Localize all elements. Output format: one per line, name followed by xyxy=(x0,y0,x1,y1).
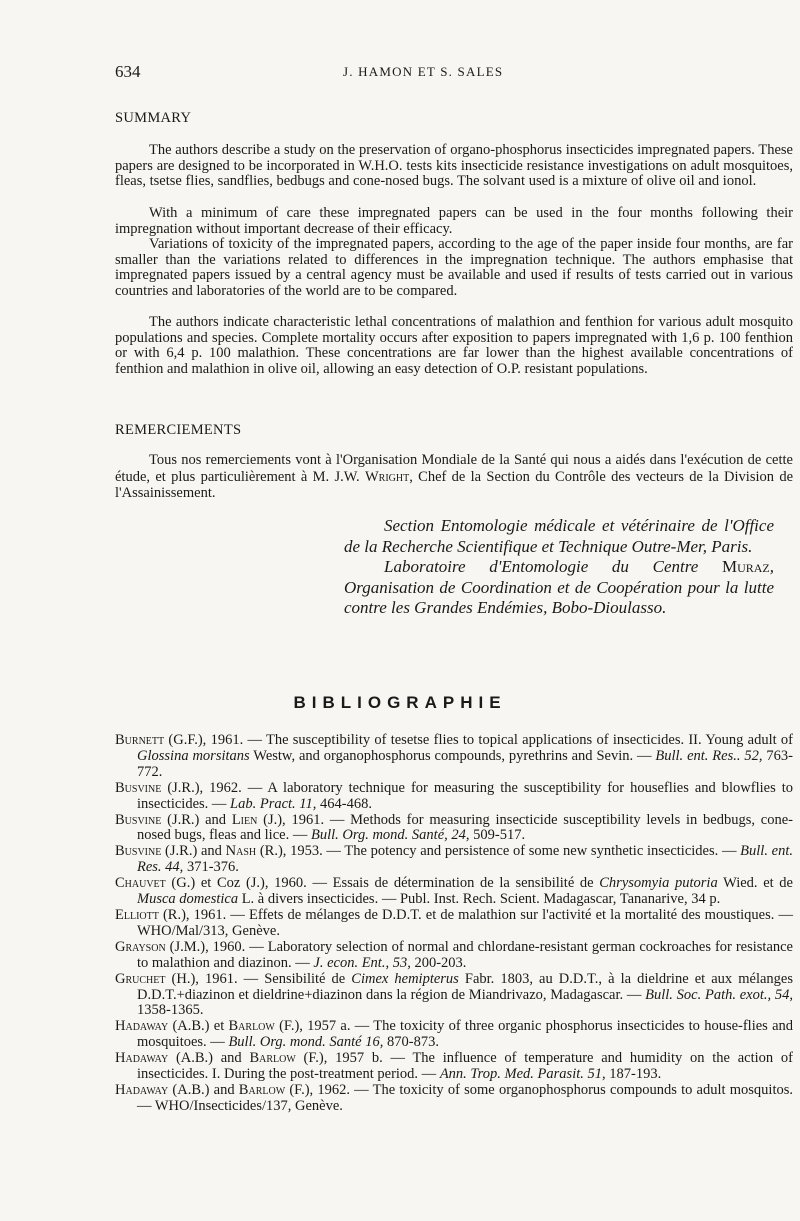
summary-paragraph-1: The authors describe a study on the preservation of organo-phosphorus insecticides impregnated papers. These papers are designed to be incorporated in W.H.O. tests kits insecticide resistance investigations on adult mosquitoes, fleas, tsetse flies, sandflies, bedbugs and cone-nosed bugs. The solvant used is a mixture of olive oil and ionol. xyxy=(115,142,793,190)
page-header xyxy=(115,62,795,86)
summary-heading: SUMMARY xyxy=(115,110,192,126)
reference-item: Grayson (J.M.), 1960. — Laboratory selection of normal and chlordane-resistant german cockroaches for resistance to malathion and diazinon. — J. econ. Ent., 53, 200-203. xyxy=(115,938,793,971)
remerciements-heading: REMERCIEMENTS xyxy=(115,422,242,438)
affiliation-second-before: Laboratoire d'Entomologie du Centre xyxy=(384,557,699,576)
reference-item: Gruchet (H.), 1961. — Sensibilité de Cimex hemipterus Fabr. 1803, au D.D.T., à la dieldrine et aux mélanges D.D.T.+diazinon et dieldrine+diazinon dans la région de Miandrivazo, Madagascar. — Bull. Soc. Path. exot., 54, 1358-1365. xyxy=(115,970,793,1019)
summary-paragraph-2: With a minimum of care these impregnated papers can be used in the four months following their impregnation without important decrease of their efficacy. xyxy=(115,205,793,237)
reference-item: Burnett (G.F.), 1961. — The susceptibility of tesetse flies to topical applications of insecticides. II. Young adult of Glossina morsitans Westw, and organophosphorus compounds, pyrethrins and Sevin. — Bull. ent. Res.. 52, 763-772. xyxy=(115,732,793,780)
bibliographie-heading: BIBLIOGRAPHIE xyxy=(293,693,507,712)
reference-list xyxy=(115,733,793,1115)
affiliation-second-after: , Organisation de Coordination et de Coopération pour la lutte contre les Grandes Endémies, Bobo-Dioulasso. xyxy=(344,557,774,617)
reference-item: Busvine (J.R.) and Lien (J.), 1961. — Methods for measuring insecticide susceptibility levels in bedbugs, cone-nosed bugs, fleas and lice. — Bull. Org. mond. Santé, 24, 509-517. xyxy=(115,811,793,844)
affiliation-first: Section Entomologie médicale et vétérinaire de l'Office de la Recherche Scientifique et Technique Outre-Mer, Paris. xyxy=(344,516,774,556)
affiliation-second-name: Muraz xyxy=(721,557,770,576)
affiliation-second xyxy=(344,557,774,619)
remerciements-text-after: , Chef de la Section du Contrôle des vecteurs de la Division de l'Assainissement. xyxy=(115,468,794,501)
reference-item: Hadaway (A.B.) et Barlow (F.), 1957 a. — The toxicity of three organic phosphorus insecticides to house-flies and mosquitoes. — Bull. Org. mond. Santé 16, 870-873. xyxy=(115,1018,794,1051)
reference-item: Chauvet (G.) et Coz (J.), 1960. — Essais de détermination de la sensibilité de Chrysomyia putoria Wied. et de Musca domestica L. à divers insecticides. — Publ. Inst. Rech. Scient. Madagascar, Tananarive, 34 p. xyxy=(115,875,793,908)
reference-item: Hadaway (A.B.) and Barlow (F.), 1962. — The toxicity of some organophosphorus compounds to adult mosquitos. — WHO/Insecticides/137, Genève. xyxy=(115,1081,793,1114)
running-head: J. HAMON ET S. SALES xyxy=(343,64,504,79)
affiliation-block xyxy=(344,516,774,619)
reference-item: Busvine (J.R.) and Nash (R.), 1953. — The potency and persistence of some new synthetic insecticides. — Bull. ent. Res. 44, 371-376. xyxy=(115,843,793,876)
remerciements-name: Wright xyxy=(365,468,410,485)
summary-paragraph-3: Variations of toxicity of the impregnated papers, according to the age of the paper inside four months, are far smaller than the variations related to differences in the impregnation technique. The authors emphasise that impregnated papers issued by a central agency must be available and used if results of tests carried out in various countries and laboratories of the world are to be compared. xyxy=(115,236,793,299)
remerciements-paragraph xyxy=(115,452,793,502)
summary-paragraph-4: The authors indicate characteristic lethal concentrations of malathion and fenthion for various adult mosquito populations and species. Complete mortality occurs after exposition to papers impregnated with 1,6 p. 100 fenthion or with 6,4 p. 100 malathion. These concentrations are far lower than the highest available concentrations of fenthion and malathion in olive oil, allowing an easy detection of O.P. resistant populations. xyxy=(115,314,793,377)
reference-item: Elliott (R.), 1961. — Effets de mélanges de D.D.T. et de malathion sur l'activité et la mortalité des moustiques. — WHO/Mal/313, Genève. xyxy=(115,906,793,939)
reference-item: Busvine (J.R.), 1962. — A laboratory technique for measuring the susceptibility for houseflies and blowflies to insecticides. — Lab. Pract. 11, 464-468. xyxy=(115,779,793,812)
page-number: 634 xyxy=(115,62,141,81)
reference-item: Hadaway (A.B.) and Barlow (F.), 1957 b. — The influence of temperature and humidity on the action of insecticides. I. During the post-treatment period. — Ann. Trop. Med. Parasit. 51, 187-193. xyxy=(115,1050,793,1083)
remerciements-text-before: Tous nos remerciements vont à l'Organisation Mondiale de la Santé qui nous a aidés dans l'exécution de cette étude, et plus particulièrement à M. J.W. xyxy=(115,452,793,485)
